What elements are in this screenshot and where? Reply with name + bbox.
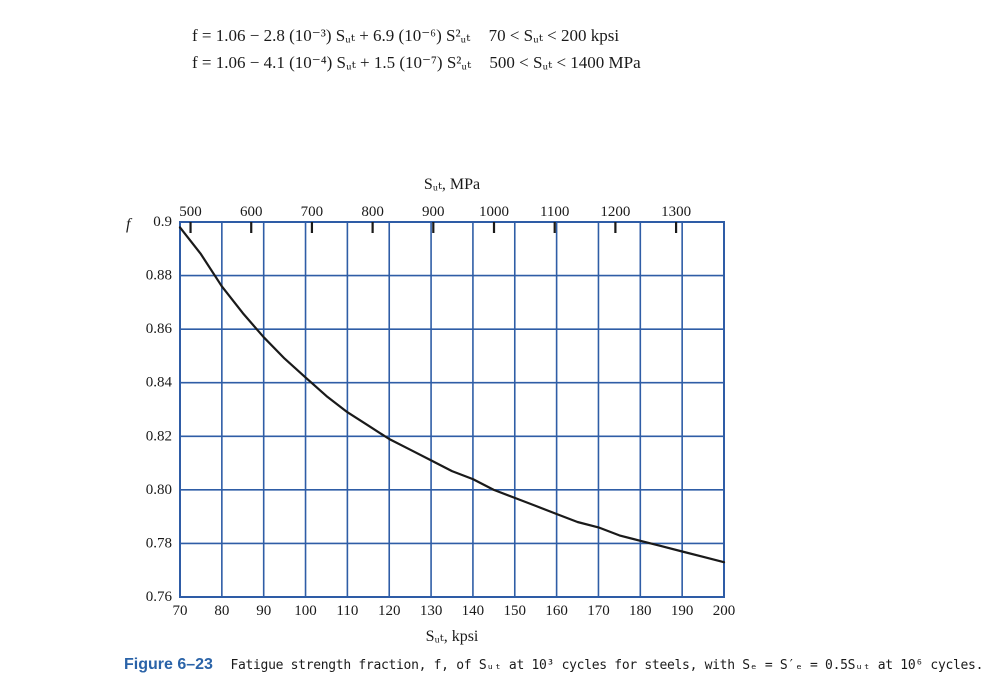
y-tick-label: 0.9 (153, 214, 172, 230)
y-tick-label: 0.88 (145, 267, 172, 284)
figure-number: Figure 6–23 (124, 656, 213, 673)
x-tick-label: 150 (503, 603, 527, 619)
x-tick-label: 180 (629, 603, 652, 619)
x-tick-label: 90 (256, 603, 272, 619)
y-tick-label: 0.84 (145, 374, 172, 391)
x2-tick-label: 500 (179, 204, 202, 220)
top-axis-title: Sᵤₜ, MPa (423, 176, 481, 193)
y-tick-label: 0.76 (145, 589, 172, 605)
y-axis-title: f (126, 216, 131, 233)
equation-mpa-formula: f = 1.06 − 4.1 (10⁻⁴) Sᵤₜ + 1.5 (10⁻⁷) S²ᵤₜ (192, 53, 472, 72)
x2-tick-label: 1100 (539, 204, 570, 220)
curve-layer (180, 227, 724, 562)
fatigue-fraction-curve (180, 227, 724, 562)
x-tick-label: 200 (712, 603, 736, 619)
x-tick-label: 100 (294, 603, 317, 619)
equation-mpa-range: 500 < Sᵤₜ < 1400 MPa (489, 53, 641, 72)
y-tick-label: 0.82 (145, 428, 172, 445)
x-tick-label: 110 (336, 603, 359, 619)
y-tick-label: 0.78 (145, 535, 172, 552)
bottom-axis-title: Sᵤₜ, kpsi (425, 628, 479, 645)
x-tick-label: 140 (461, 603, 485, 619)
x-tick-label: 170 (587, 603, 610, 619)
equation-kpsi-formula: f = 1.06 − 2.8 (10⁻³) Sᵤₜ + 6.9 (10⁻⁶) S²ᵤₜ (192, 26, 471, 45)
x-tick-label: 120 (377, 603, 401, 619)
x2-tick-label: 1000 (479, 204, 510, 220)
x2-tick-label: 800 (361, 204, 384, 220)
x-tick-label: 80 (214, 603, 230, 619)
equation-kpsi-range: 70 < Sᵤₜ < 200 kpsi (488, 26, 620, 45)
x-tick-label: 160 (545, 603, 568, 619)
figure-caption (124, 656, 983, 674)
x2-tick-label: 900 (422, 204, 445, 220)
x2-tick-label: 1200 (600, 204, 631, 220)
x2-tick-label: 700 (300, 204, 324, 220)
figure-caption-text: Fatigue strength fraction, f, of Sᵤₜ at 10³ cycles for steels, with Sₑ = S′ₑ = 0.5Sᵤₜ at 10⁶ cycles. (230, 658, 983, 673)
x2-tick-label: 1300 (661, 204, 692, 220)
x-tick-label: 70 (172, 603, 188, 619)
x2-tick-label: 600 (239, 204, 263, 220)
y-tick-label: 0.80 (145, 481, 172, 498)
x-tick-label: 130 (419, 603, 443, 619)
x-tick-label: 190 (670, 603, 694, 619)
y-tick-label: 0.86 (145, 321, 172, 338)
axis-layer (146, 204, 736, 619)
